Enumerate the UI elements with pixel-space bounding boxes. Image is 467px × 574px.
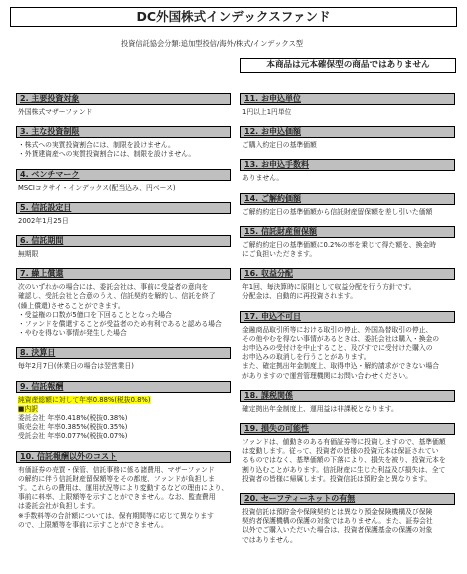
- section-s5: [16, 202, 231, 226]
- section-line: [18, 396, 231, 405]
- section-body: [16, 393, 231, 442]
- section-heading: 5. 信託設定日: [16, 202, 231, 214]
- section-body: [240, 205, 455, 217]
- section-body: [240, 435, 455, 484]
- section-line: 契約者保護機構の保護の対象ではありません。また、証券会社: [242, 517, 433, 526]
- section-line: 受託会社 年率0.077%(税抜0.07%): [18, 432, 128, 441]
- section-line: るものではなく、基準価額の下落により、損失を被り、投資元本を: [242, 456, 446, 465]
- section-heading: 12. お申込価額: [240, 126, 455, 138]
- section-line: 投資者の皆様に帰属します。投資信託は預貯金と異なります。: [242, 474, 432, 483]
- section-heading: 9. 信託報酬: [16, 381, 231, 393]
- section-line: ・やむを得ない事情が発生した場合: [18, 329, 127, 338]
- section-body: [240, 105, 455, 117]
- section-s15: [240, 226, 455, 259]
- highlighted-line: ■内訳: [18, 404, 39, 413]
- section-line: 確定拠出年金制度上、運用益は非課税となります。: [242, 404, 398, 413]
- fund-category: 投資信託協会分類:追加型投信/海外/株式/インデックス型: [121, 39, 303, 48]
- section-line: 金融商品取引所等における取引の停止、外国為替取引の停止、: [242, 325, 433, 334]
- section-heading: 18. 課税関係: [240, 390, 455, 402]
- section-body: [240, 238, 455, 259]
- section-heading: 19. 損失の可能性: [240, 423, 455, 435]
- section-line: 2002年1月25日: [18, 216, 69, 225]
- section-line: 委託会社 年率0.418%(税抜0.38%): [18, 414, 128, 423]
- section-s8: [16, 347, 231, 371]
- section-heading: 8. 決算日: [16, 347, 231, 359]
- section-s19: [240, 423, 455, 484]
- section-body: [240, 171, 455, 183]
- section-line: お申込みの取消しを行うことがあります。: [242, 353, 371, 362]
- section-heading: 3. 主な投資制限: [16, 126, 231, 138]
- section-s6: [16, 235, 231, 259]
- section-line: 有価証券の売買・保管、信託事務に係る諸費用、マザーファンド: [18, 465, 215, 474]
- section-body: [16, 138, 231, 159]
- section-line: ので、上限額等を事前に示すことができません。: [18, 520, 168, 529]
- section-s9: [16, 381, 231, 442]
- section-line: 確認し、受託会社と合意のうえ、信託契約を解約し、信託を終了: [18, 292, 216, 301]
- section-heading: 7. 繰上償還: [16, 268, 231, 280]
- section-line: ご購入約定日の基準価額: [242, 141, 317, 150]
- section-line: ご解約約定日の基準価額から信託財産留保額を差し引いた価額: [242, 207, 433, 216]
- section-line: がありますので運営管理機関にお問い合わせください。: [242, 371, 412, 380]
- section-line: 事前に料率、上限額等を示すことができません。なお、監査費用: [18, 493, 216, 502]
- section-s20: [240, 493, 455, 545]
- section-s3: [16, 126, 231, 159]
- section-line: 毎年2月7日(休業日の場合は翌営業日): [18, 362, 134, 371]
- section-line: す。これらの費用は、運用状況等により変動するなどの理由により、: [18, 484, 229, 493]
- section-line: お申込みの受付けを中止すること、及びすでに受付けた購入の: [242, 344, 433, 353]
- section-heading: 4. ベンチマーク: [16, 169, 231, 181]
- section-s11: [240, 93, 455, 117]
- section-body: [240, 505, 455, 545]
- section-s7: [16, 268, 231, 338]
- section-s18: [240, 390, 455, 414]
- section-body: [240, 402, 455, 414]
- section-line: ・株式への実質投資割合には、制限を設けません。: [18, 141, 175, 150]
- section-line: ・ファンドを償還することが受益者のため有利であると認める場合: [18, 320, 222, 329]
- section-line: ・外貨建資産への実質投資割合には、制限を設けません。: [18, 150, 196, 159]
- section-s12: [240, 126, 455, 150]
- right-column: [240, 93, 455, 554]
- section-line: 割り込むことがあります。信託財産に生じた利益及び損失は、全て: [242, 465, 446, 474]
- section-s14: [240, 193, 455, 217]
- principal-notice: 本商品は元本確保型の商品ではありません: [240, 58, 456, 73]
- section-line: 1円以上1円単位: [242, 108, 292, 116]
- left-column: [16, 93, 231, 539]
- section-line: (繰上償還)させることができます。: [18, 301, 125, 310]
- section-s13: [240, 159, 455, 183]
- section-line: ではありません。: [242, 535, 297, 544]
- section-line: 投資信託は預貯金や保険契約とは異なり預金保険機構及び保険: [242, 508, 433, 517]
- section-body: [16, 359, 231, 371]
- section-heading: 17. 申込不可日: [240, 311, 455, 323]
- section-line: [18, 405, 231, 414]
- section-line: 分配金は、自動的に再投資されます。: [242, 292, 358, 301]
- section-line: にご負担いただきます。: [242, 250, 317, 259]
- section-heading: 14. ご解約価額: [240, 193, 455, 205]
- section-heading: 16. 収益分配: [240, 268, 455, 280]
- section-line: 年1回、毎決算時に原則として収益分配を行う方針です。: [242, 283, 416, 292]
- section-body: [240, 280, 455, 301]
- section-body: [16, 247, 231, 259]
- section-s2: [16, 93, 231, 117]
- section-line: の解約に伴う信託財産留保額等をその都度、ファンドが負担しま: [18, 474, 215, 483]
- section-body: [16, 214, 231, 226]
- section-line: 次のいずれかの場合には、委託会社は、事前に受益者の意向を: [18, 283, 209, 292]
- section-line: また、確定拠出年金制度上、取得申込・解約請求ができない場合: [242, 362, 440, 371]
- section-body: [240, 138, 455, 150]
- section-line: MSCIコクサイ・インデックス(配当込み、円ベース): [18, 183, 176, 192]
- section-line: ありません。: [242, 174, 284, 183]
- section-heading: 20. セーフティーネットの有無: [240, 493, 455, 505]
- section-heading: 11. お申込単位: [240, 93, 455, 105]
- section-heading: 15. 信託財産留保額: [240, 226, 455, 238]
- section-line: 以外でご購入いただいた場合は、投資者保護基金の保護の対象: [242, 526, 433, 535]
- section-s17: [240, 311, 455, 381]
- section-line: ・受益権の口数が5億口を下回ることとなった場合: [18, 310, 172, 319]
- section-body: [240, 323, 455, 381]
- section-line: は変動します。従って、投資者の皆様の投資元本は保証されてい: [242, 447, 439, 456]
- section-body: [16, 181, 231, 193]
- section-line: その他やむを得ない事情があるときは、委託会社は購入・換金の: [242, 334, 440, 343]
- section-heading: 10. 信託報酬以外のコスト: [16, 451, 231, 463]
- section-s16: [240, 268, 455, 301]
- section-line: 無期限: [18, 250, 39, 259]
- section-body: [16, 280, 231, 338]
- section-s10: [16, 451, 231, 530]
- highlighted-line: 純資産総額に対して年率0.88%(税抜0.8%): [18, 395, 151, 404]
- section-heading: 2. 主要投資対象: [16, 93, 231, 105]
- section-line: は委託会社が負担します。: [18, 502, 100, 511]
- section-body: [16, 463, 231, 530]
- section-s4: [16, 169, 231, 193]
- section-line: ファンドは、値動きのある有価証券等に投資しますので、基準価額: [242, 438, 446, 447]
- section-body: [16, 105, 231, 117]
- section-line: ※手数料等の合計額については、保有期間等に応じて異なります: [18, 511, 214, 520]
- section-line: 外国株式マザーファンド: [18, 108, 93, 116]
- fund-title: DC外国株式インデックスファンド: [10, 7, 457, 27]
- section-line: ご解約約定日の基準価額に0.2%の率を乗じて得た額を、換金時: [242, 240, 436, 249]
- section-heading: 13. お申込手数料: [240, 159, 455, 171]
- section-line: 販売会社 年率0.385%(税抜0.35%): [18, 423, 128, 432]
- section-heading: 6. 信託期間: [16, 235, 231, 247]
